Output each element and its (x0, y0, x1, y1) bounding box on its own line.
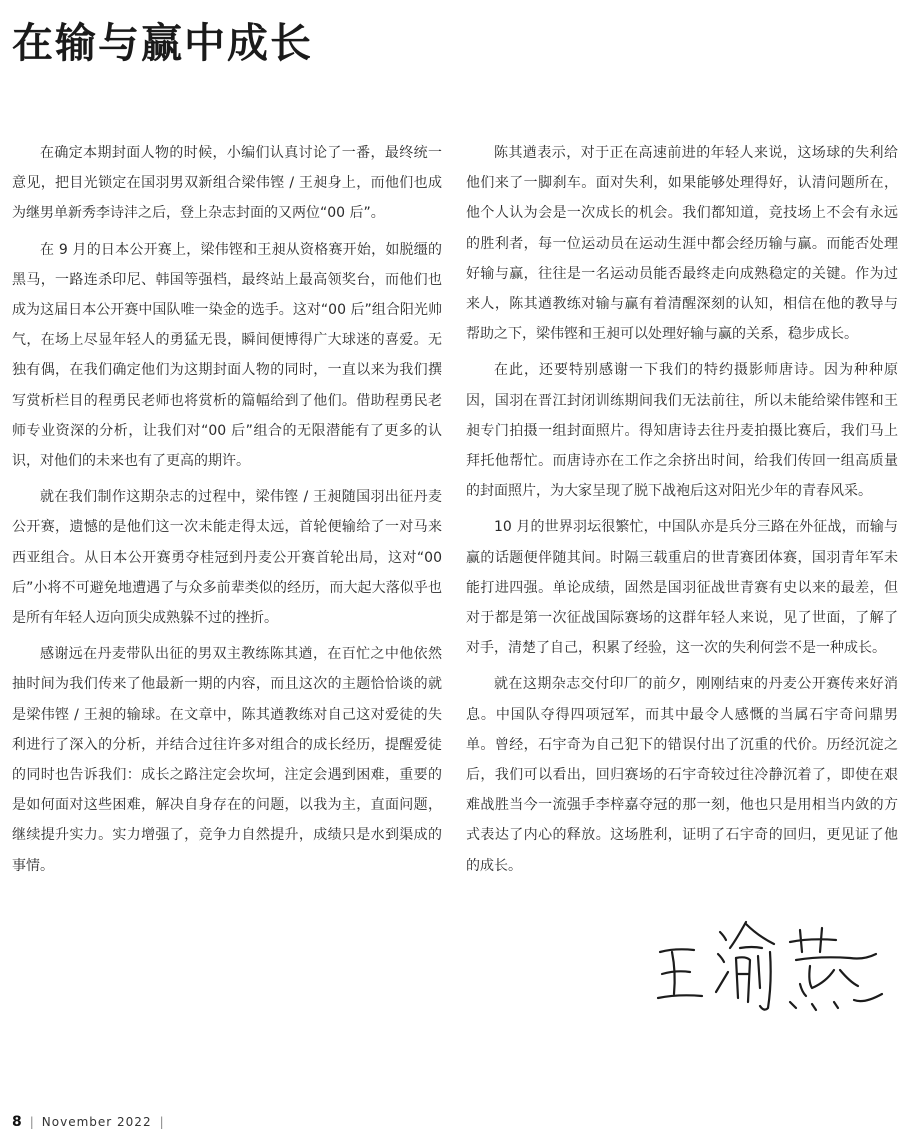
paragraph: 感谢远在丹麦带队出征的男双主教练陈其遒，在百忙之中他依然抽时间为我们传来了他最新一期的内容，而且这次的主题恰恰谈的就是梁伟铿 / 王昶的输球。在文章中，陈其遒教练对自己这对爱徒的失利进行了深入的分析，并结合过往许多对组合的成长经历，提醒爱徒的同时也告诉我们：成长之路注定会坎坷，注定会遇到困难，重要的是如何面对这些困难，解决自身存在的问题，以我为主，直面问题，继续提升实力。实力增强了，竞争力自然提升，成绩只是水到渠成的事情。 (12, 646, 442, 874)
page-footer (12, 1114, 172, 1130)
footer-separator: | (159, 1115, 164, 1129)
article-right-column (466, 138, 898, 887)
paragraph: 在确定本期封面人物的时候，小编们认真讨论了一番，最终统一意见，把目光锁定在国羽男双新组合梁伟铿 / 王昶身上，而他们也成为继男单新秀李诗沣之后，登上杂志封面的又两位“00 后”。 (12, 145, 442, 222)
paragraph: 在 9 月的日本公开赛上，梁伟铿和王昶从资格赛开始，如脱缰的黑马，一路连杀印尼、韩国等强档，最终站上最高领奖台，而他们也成为这届日本公开赛中国队唯一染金的选手。这对“00 后”组合阳光帅气，在场上尽显年轻人的勇猛无畏，瞬间便博得广大球迷的喜爱。无独有偶，在我们确定他们为这期封面人物的同时，一直以来为我们撰写赏析栏目的程勇民老师也将赏析的篇幅给到了他们。借助程勇民老师专业资深的分析，让我们对“00 后”组合的无限潜能有了更多的认识，对他们的未来也有了更高的期许。 (12, 241, 442, 470)
page-title: 在输与赢中成长 (12, 19, 313, 67)
issue-date: November 2022 (41, 1115, 152, 1129)
paragraph: 在此，还要特别感谢一下我们的特约摄影师唐诗。因为种种原因，国羽在晋江封闭训练期间我们无法前往，所以未能给梁伟铿和王昶专门拍摄一组封面照片。得知唐诗去往丹麦拍摄比赛后，我们马上拜托他帮忙。而唐诗亦在工作之余挤出时间，给我们传回一组高质量的封面照片，为大家呈现了脱下战袍后这对阳光少年的青春风采。 (466, 362, 898, 500)
article-left-column (12, 138, 442, 887)
paragraph: 就在我们制作这期杂志的过程中，梁伟铿 / 王昶随国羽出征丹麦公开赛，遗憾的是他们这一次未能走得太远，首轮便输给了一对马来西亚组合。从日本公开赛勇夺桂冠到丹麦公开赛首轮出局，这对“00 后”小将不可避免地遭遇了与众多前辈类似的经历，而大起大落似乎也是所有年轻人迈向顶尖成熟躲不过的挫折。 (12, 489, 442, 627)
handwritten-signature (650, 912, 890, 1017)
paragraph: 就在这期杂志交付印厂的前夕，刚刚结束的丹麦公开赛传来好消息。中国队夺得四项冠军，而其中最令人感慨的当属石宇奇问鼎男单。曾经，石宇奇为自己犯下的错误付出了沉重的代价。历经沉淀之后，我们可以看出，回归赛场的石宇奇较过往冷静沉着了，即使在艰难战胜当今一流强手李梓嘉夺冠的那一刻，他也只是用相当内敛的方式表达了内心的释放。这场胜利，证明了石宇奇的回归，更见证了他的成长。 (466, 676, 898, 874)
paragraph: 10 月的世界羽坛很繁忙，中国队亦是兵分三路在外征战，而输与赢的话题便伴随其间。时隔三载重启的世青赛团体赛，国羽青年军未能打进四强。单论成绩，固然是国羽征战世青赛有史以来的最差，但对于都是第一次征战国际赛场的这群年轻人来说，见了世面，了解了对手，清楚了自己，积累了经验，这一次的失利何尝不是一种成长。 (466, 519, 898, 657)
footer-separator: | (29, 1115, 34, 1129)
page-number: 8 (12, 1114, 22, 1130)
paragraph: 陈其遒表示，对于正在高速前进的年轻人来说，这场球的失利给他们来了一脚刹车。面对失利，如果能够处理得好，认清问题所在，他个人认为会是一次成长的机会。我们都知道，竞技场上不会有永远的胜利者，每一位运动员在运动生涯中都会经历输与赢。而能否处理好输与赢，往往是一名运动员能否最终走向成熟稳定的关键。作为过来人，陈其遒教练对输与赢有着清醒深刻的认知，相信在他的教导与帮助之下，梁伟铿和王昶可以处理好输与赢的关系，稳步成长。 (466, 145, 898, 343)
